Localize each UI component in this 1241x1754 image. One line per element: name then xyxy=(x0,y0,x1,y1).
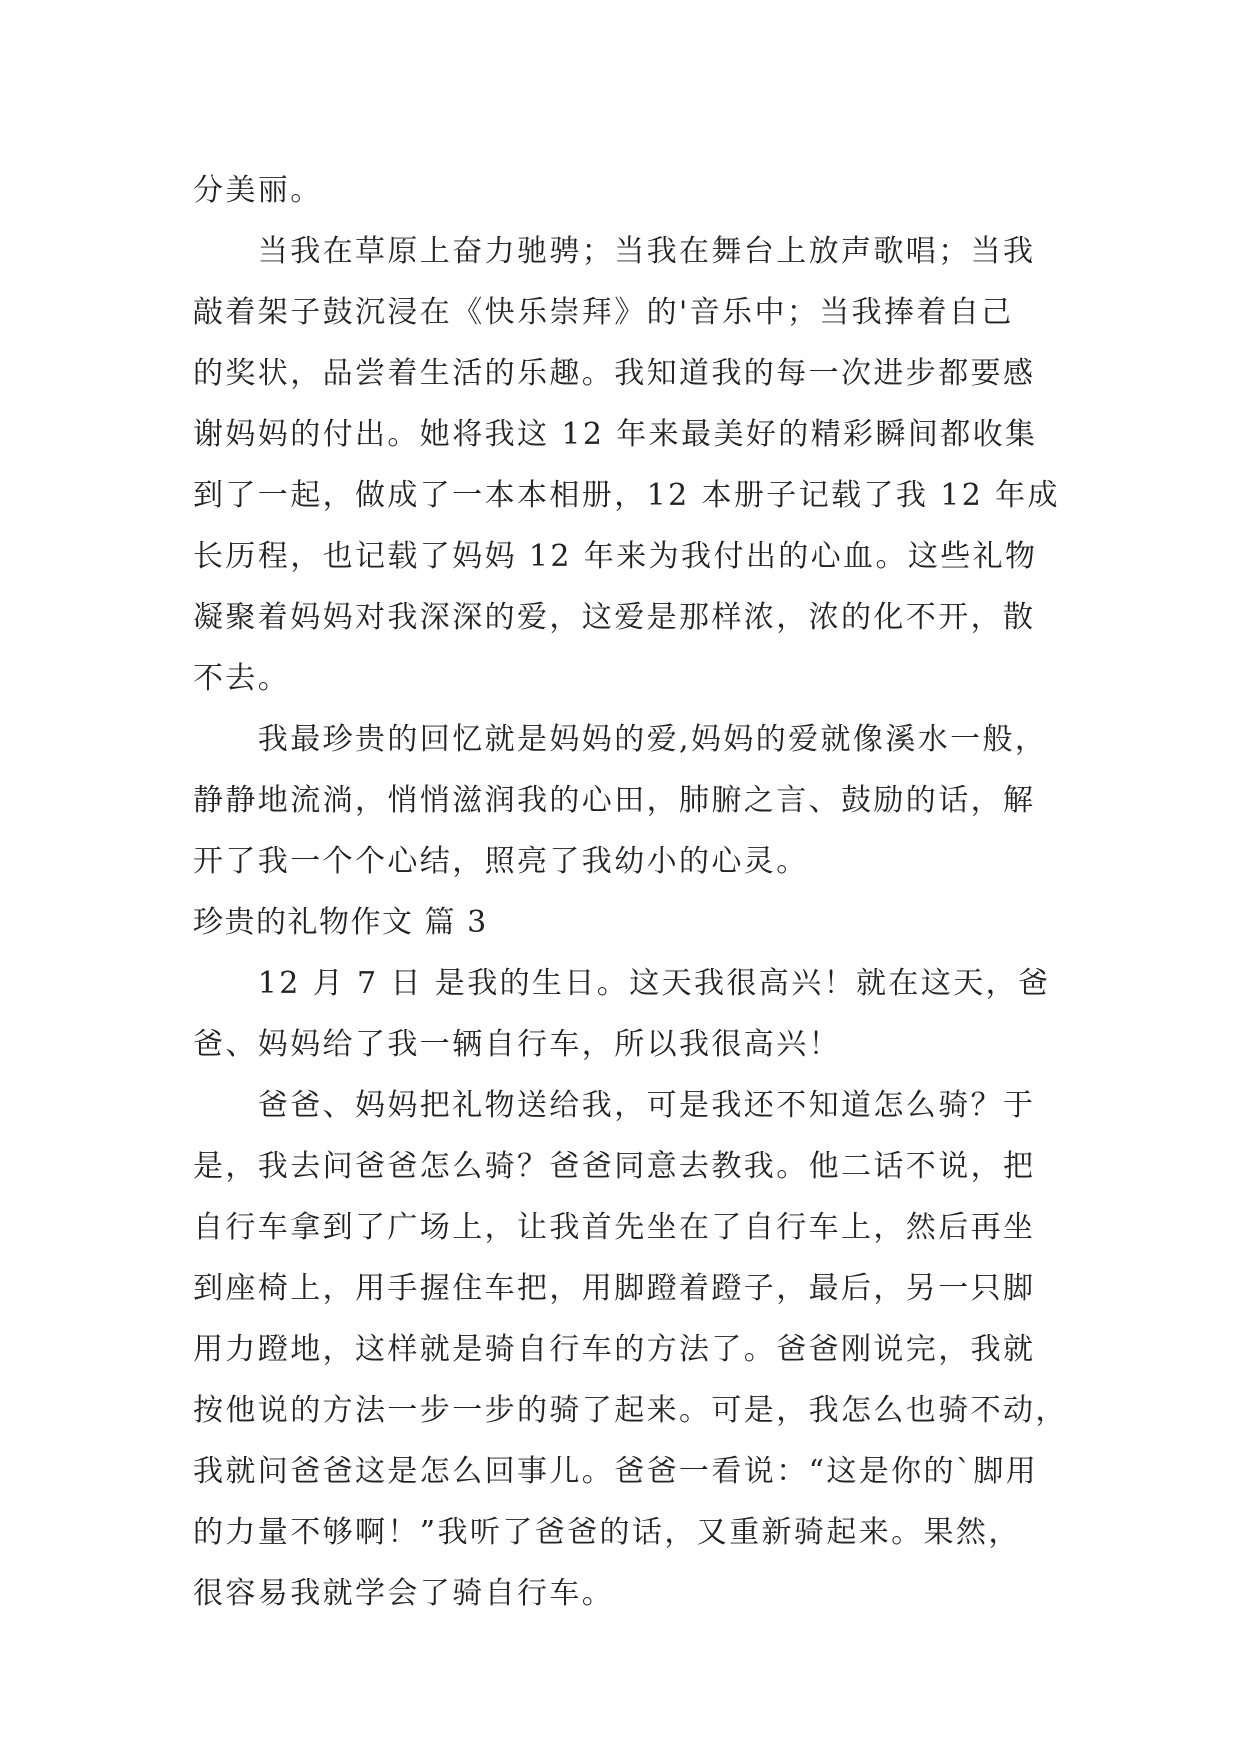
paragraph-line: 谢妈妈的付出。她将我这 12 年来最美好的精彩瞬间都收集 xyxy=(193,417,1038,452)
section-heading: 珍贵的礼物作文 篇 3 xyxy=(193,905,488,940)
paragraph-line: 爸、妈妈给了我一辆自行车，所以我很高兴！ xyxy=(193,1027,841,1062)
paragraph-line: 12 月 7 日 是我的生日。这天我很高兴！就在这天，爸 xyxy=(193,966,1051,1001)
paragraph-line: 静静地流淌，悄悄滋润我的心田，肺腑之言、鼓励的话，解 xyxy=(193,783,1036,818)
paragraph-line: 自行车拿到了广场上，让我首先坐在了自行车上，然后再坐 xyxy=(193,1210,1036,1245)
paragraph-line: 到座椅上，用手握住车把，用脚蹬着蹬子，最后，另一只脚 xyxy=(193,1271,1036,1306)
paragraph-line: 用力蹬地，这样就是骑自行车的方法了。爸爸刚说完，我就 xyxy=(193,1332,1036,1367)
document-page xyxy=(193,160,1068,1624)
paragraph-line: 开了我一个个心结，照亮了我幼小的心灵。 xyxy=(193,844,809,879)
paragraph-line: 很容易我就学会了骑自行车。 xyxy=(193,1576,615,1611)
paragraph-line: 我就问爸爸这是怎么回事儿。爸爸一看说：“这是你的`脚用 xyxy=(193,1454,1039,1489)
paragraph-line: 当我在草原上奋力驰骋；当我在舞台上放声歌唱；当我 xyxy=(193,234,1036,269)
paragraph-line: 分美丽。 xyxy=(193,173,323,208)
paragraph-line: 是，我去问爸爸怎么骑？爸爸同意去教我。他二话不说，把 xyxy=(193,1149,1036,1184)
paragraph-line: 敲着架子鼓沉浸在《快乐崇拜》的'音乐中；当我捧着自己 xyxy=(193,295,1014,330)
paragraph-line: 的奖状，品尝着生活的乐趣。我知道我的每一次进步都要感 xyxy=(193,356,1036,391)
paragraph-line: 我最珍贵的回忆就是妈妈的爱,妈妈的爱就像溪水一般， xyxy=(193,722,1048,757)
paragraph-line: 不去。 xyxy=(193,661,291,696)
paragraph-line: 长历程，也记载了妈妈 12 年来为我付出的心血。这些礼物 xyxy=(193,539,1038,574)
paragraph-line: 爸爸、妈妈把礼物送给我，可是我还不知道怎么骑？于 xyxy=(193,1088,1036,1123)
paragraph-line: 到了一起，做成了一本本相册，12 本册子记载了我 12 年成 xyxy=(193,478,1060,513)
paragraph-line: 凝聚着妈妈对我深深的爱，这爱是那样浓，浓的化不开，散 xyxy=(193,600,1036,635)
paragraph-line: 按他说的方法一步一步的骑了起来。可是，我怎么也骑不动， xyxy=(193,1393,1068,1428)
paragraph-line: 的力量不够啊！”我听了爸爸的话，又重新骑起来。果然， xyxy=(193,1515,1021,1550)
